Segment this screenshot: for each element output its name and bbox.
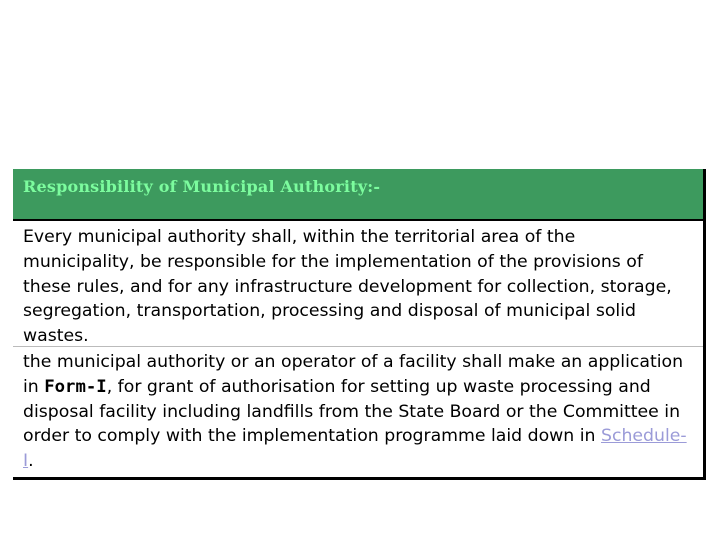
row-text: Every municipal authority shall, within the territorial area of the municipality, be responsible for the implementation of the provisions of these rules, and for any infrastructure development for collection, storage, segregation, transportation, processing and disposal of municipal solid wastes.	[23, 227, 672, 347]
header-title: Responsibility of Municipal Authority:-	[23, 177, 381, 196]
table-row	[13, 225, 703, 347]
schedule-link[interactable]: Schedule-I	[23, 426, 687, 472]
content-table	[13, 169, 706, 480]
table-header	[13, 169, 703, 221]
row-text	[23, 350, 689, 474]
row-text-part: , for grant of authorisation for setting up waste processing and disposal facility including landfills from the State Board or the Committee in order to comply with the implementation programme laid down in	[23, 376, 681, 447]
row-text-part: .	[28, 451, 34, 472]
form-reference: Form-I	[44, 376, 107, 397]
table-row	[13, 350, 703, 477]
row-text-part: the municipal authority or an operator of a facility shall make an application in	[23, 352, 684, 397]
